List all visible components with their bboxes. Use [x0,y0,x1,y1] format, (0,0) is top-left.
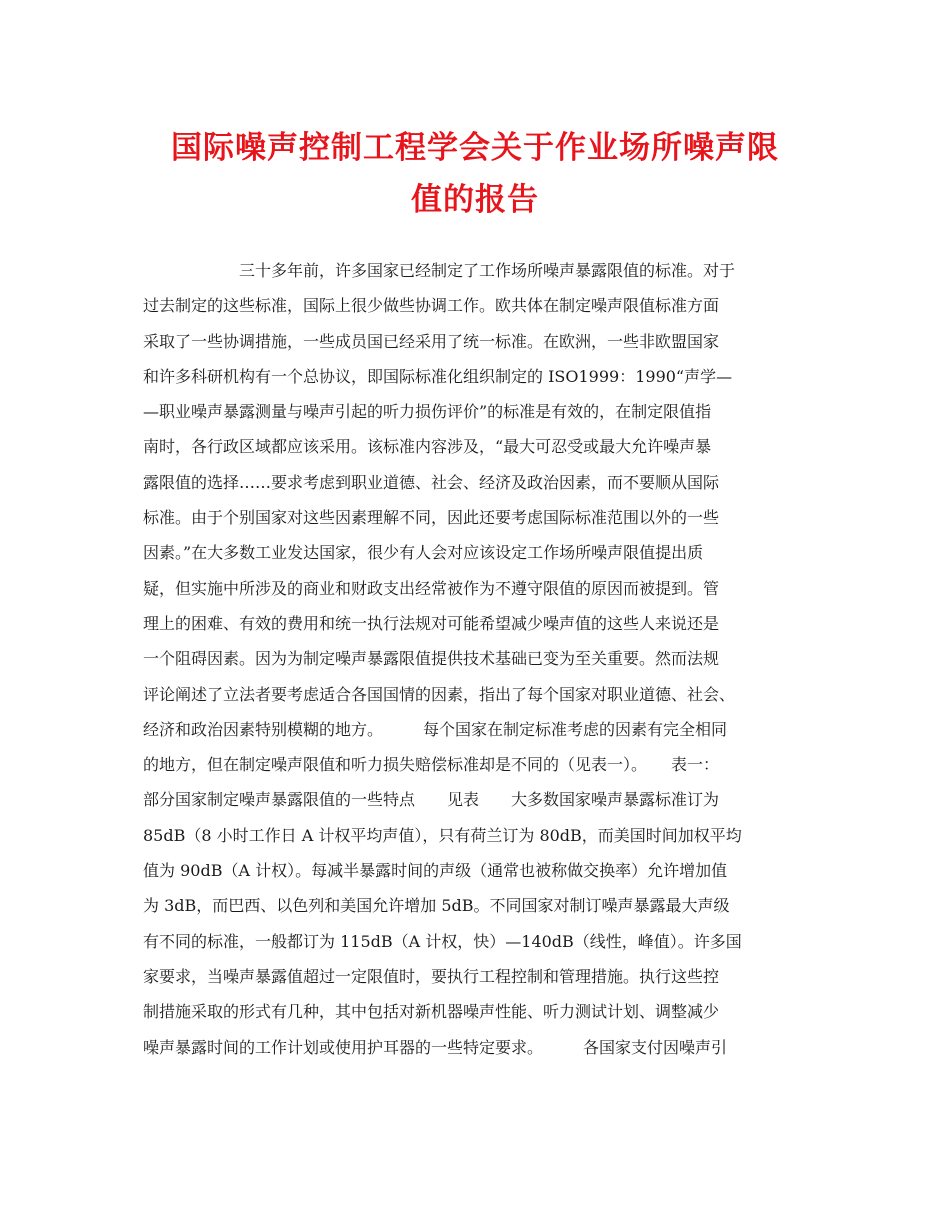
body-line: 理上的困难、有效的费用和统一执行法规对可能希望减少噪声值的这些人来说还是 [143,613,720,633]
body-line: 露限值的选择……要求考虑到职业道德、社会、经济及政治因素，而不要顺从国际 [143,472,720,492]
body-line: 经济和政治因素特别模糊的地方。 每个国家在制定标准考虑的因素有完全相同 [143,719,728,739]
body-line: 有不同的标准，一般都订为 115dB（A 计权，快）—140dB（线性，峰值）。许多国 [143,931,742,951]
body-line: 家要求，当噪声暴露值超过一定限值时，要执行工程控制和管理措施。执行这些控 [143,966,720,986]
body-line: 为 3dB，而巴西、以色列和美国允许增加 5dB。不同国家对制订噪声暴露最大声级 [143,896,730,916]
body-line: 因素。”在大多数工业发达国家，很少有人会对应该设定工作场所噪声限值提出质 [143,543,704,563]
body-line: 85dB（8 小时工作日 A 计权平均声值），只有荷兰订为 80dB，而美国时间加权平均 [143,825,742,845]
document-title [130,122,820,226]
body-line: 和许多科研机构有一个总协议，即国际标准化组织制定的 ISO1999：1990“声学— [143,366,733,386]
body-line: 值为 90dB（A 计权）。每减半暴露时间的声级（通常也被称做交换率）允许增加值 [143,861,728,881]
title-line: 值的报告 [411,182,539,218]
body-line: 制措施采取的形式有几种，其中包括对新机器噪声性能、听力测试计划、调整减少 [143,1002,720,1022]
body-line: 三十多年前，许多国家已经制定了工作场所噪声暴露限值的标准。对于 [143,261,736,280]
body-line: 采取了一些协调措施，一些成员国已经采用了统一标准。在欧洲，一些非欧盟国家 [143,331,720,351]
body-line: 部分国家制定噪声暴露限值的一些特点 见表 大多数国家噪声暴露标准订为 [143,790,720,810]
body-line: 噪声暴露时间的工作计划或使用护耳器的一些特定要求。 各国家支付因噪声引 [143,1037,728,1057]
body-line: —职业噪声暴露测量与噪声引起的听力损伤评价”的标准是有效的，在制定限值指 [143,402,712,422]
body-line: 过去制定的这些标准，国际上很少做些协调工作。欧共体在制定噪声限值标准方面 [143,296,720,316]
body-line: 标准。由于个别国家对这些因素理解不同，因此还要考虑国际标准范围以外的一些 [143,508,720,528]
body-line: 的地方，但在制定噪声限值和听力损失赔偿标准却是不同的（见表一）。 表一： [143,755,720,775]
body-line: 评论阐述了立法者要考虑适合各国国情的因素，指出了每个国家对职业道德、社会、 [143,684,736,704]
body-line: 一个阻碍因素。因为为制定噪声暴露限值提供技术基础已变为至关重要。然而法规 [143,649,720,669]
title-line: 国际噪声控制工程学会关于作业场所噪声限 [171,130,779,166]
document-body [143,253,828,1065]
body-line: 疑，但实施中所涉及的商业和财政支出经常被作为不遵守限值的原因而被提到。管 [143,578,720,598]
body-line: 南时，各行政区域都应该采用。该标准内容涉及，“最大可忍受或最大允许噪声暴 [143,437,712,457]
